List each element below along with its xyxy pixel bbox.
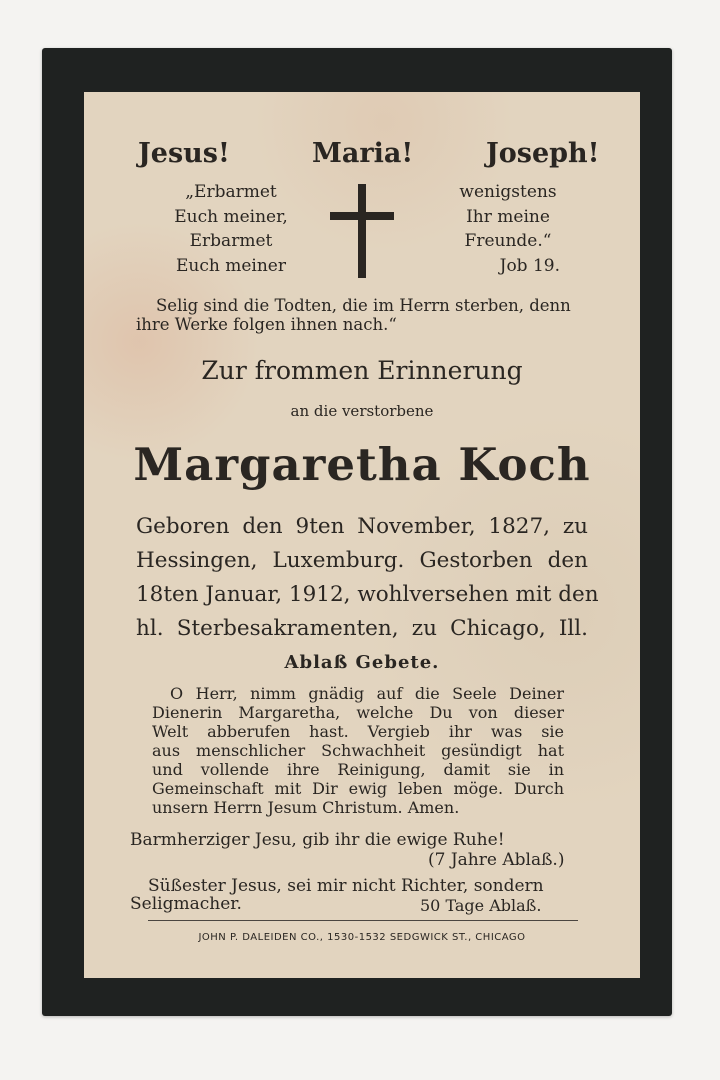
prayer-line: und vollende ihre Reinigung, damit sie in — [152, 760, 564, 779]
quote-left — [166, 180, 296, 278]
invocation-1: Barmherziger Jesu, gib ihr die ewige Ruhe! — [130, 830, 505, 850]
quote-left-line: Erbarmet — [189, 231, 273, 251]
quote-right-line: Job 19. — [499, 255, 560, 276]
header-jesus: Jesus! — [138, 138, 230, 169]
header-joseph: Joseph! — [486, 138, 600, 169]
quote-right-line: Ihr meine — [466, 206, 550, 227]
invocation-2-end: Seligmacher. — [130, 894, 242, 914]
biography-line: hl. Sterbesakramenten, zu Chicago, Ill. — [136, 616, 588, 641]
prayer-line: Gemeinschaft mit Dir ewig leben möge. Durch — [152, 779, 564, 798]
invocation-1-indulgence: (7 Jahre Ablaß.) — [428, 850, 565, 870]
beatitude-line: Selig sind die Todten, die im Herrn sterben, denn — [156, 296, 571, 315]
prayer-line: unsern Herrn Jesum Christum. Amen. — [152, 798, 460, 817]
quote-right — [448, 180, 568, 278]
header-maria: Maria! — [312, 138, 414, 169]
deceased-name: Margaretha Koch — [133, 438, 591, 491]
prayer-line: O Herr, nimm gnädig auf die Seele Deiner — [170, 684, 564, 703]
prayer-line: Welt abberufen hast. Vergieb ihr was sie — [152, 722, 564, 741]
prayer — [152, 684, 564, 817]
prayer-line: aus menschlicher Schwachheit gesündigt hat — [152, 741, 564, 760]
invocation-2-indulgence: 50 Tage Ablaß. — [420, 896, 542, 915]
biography-line: Hessingen, Luxemburg. Gestorben den — [136, 548, 588, 573]
biography — [136, 510, 599, 646]
invocation-2: Süßester Jesus, sei mir nicht Richter, sondern — [148, 876, 544, 896]
beatitude — [136, 296, 596, 334]
memorial-subtitle: an die verstorbene — [290, 402, 434, 420]
beatitude-line: ihre Werke folgen ihnen nach.“ — [136, 315, 397, 334]
prayer-line: Dienerin Margaretha, welche Du von dieser — [152, 703, 564, 722]
memorial-card-paper — [84, 92, 640, 978]
prayers-heading: Ablaß Gebete. — [284, 652, 440, 673]
quote-left-line: „Erbarmet — [185, 182, 277, 202]
biography-line: 18ten Januar, 1912, wohlversehen mit den — [136, 582, 599, 607]
footer-divider — [148, 920, 578, 921]
quote-right-line: wenigstens — [459, 182, 557, 202]
cross-icon — [328, 182, 396, 280]
quote-left-line: Euch meiner, — [174, 206, 288, 227]
quote-left-line: Euch meiner — [176, 255, 286, 276]
biography-line: Geboren den 9ten November, 1827, zu — [136, 514, 588, 539]
memorial-title: Zur frommen Erinnerung — [201, 356, 523, 385]
printer-imprint: JOHN P. DALEIDEN CO., 1530-1532 SEDGWICK ST., CHICAGO — [198, 932, 526, 943]
quote-right-line: Freunde.“ — [464, 231, 552, 251]
